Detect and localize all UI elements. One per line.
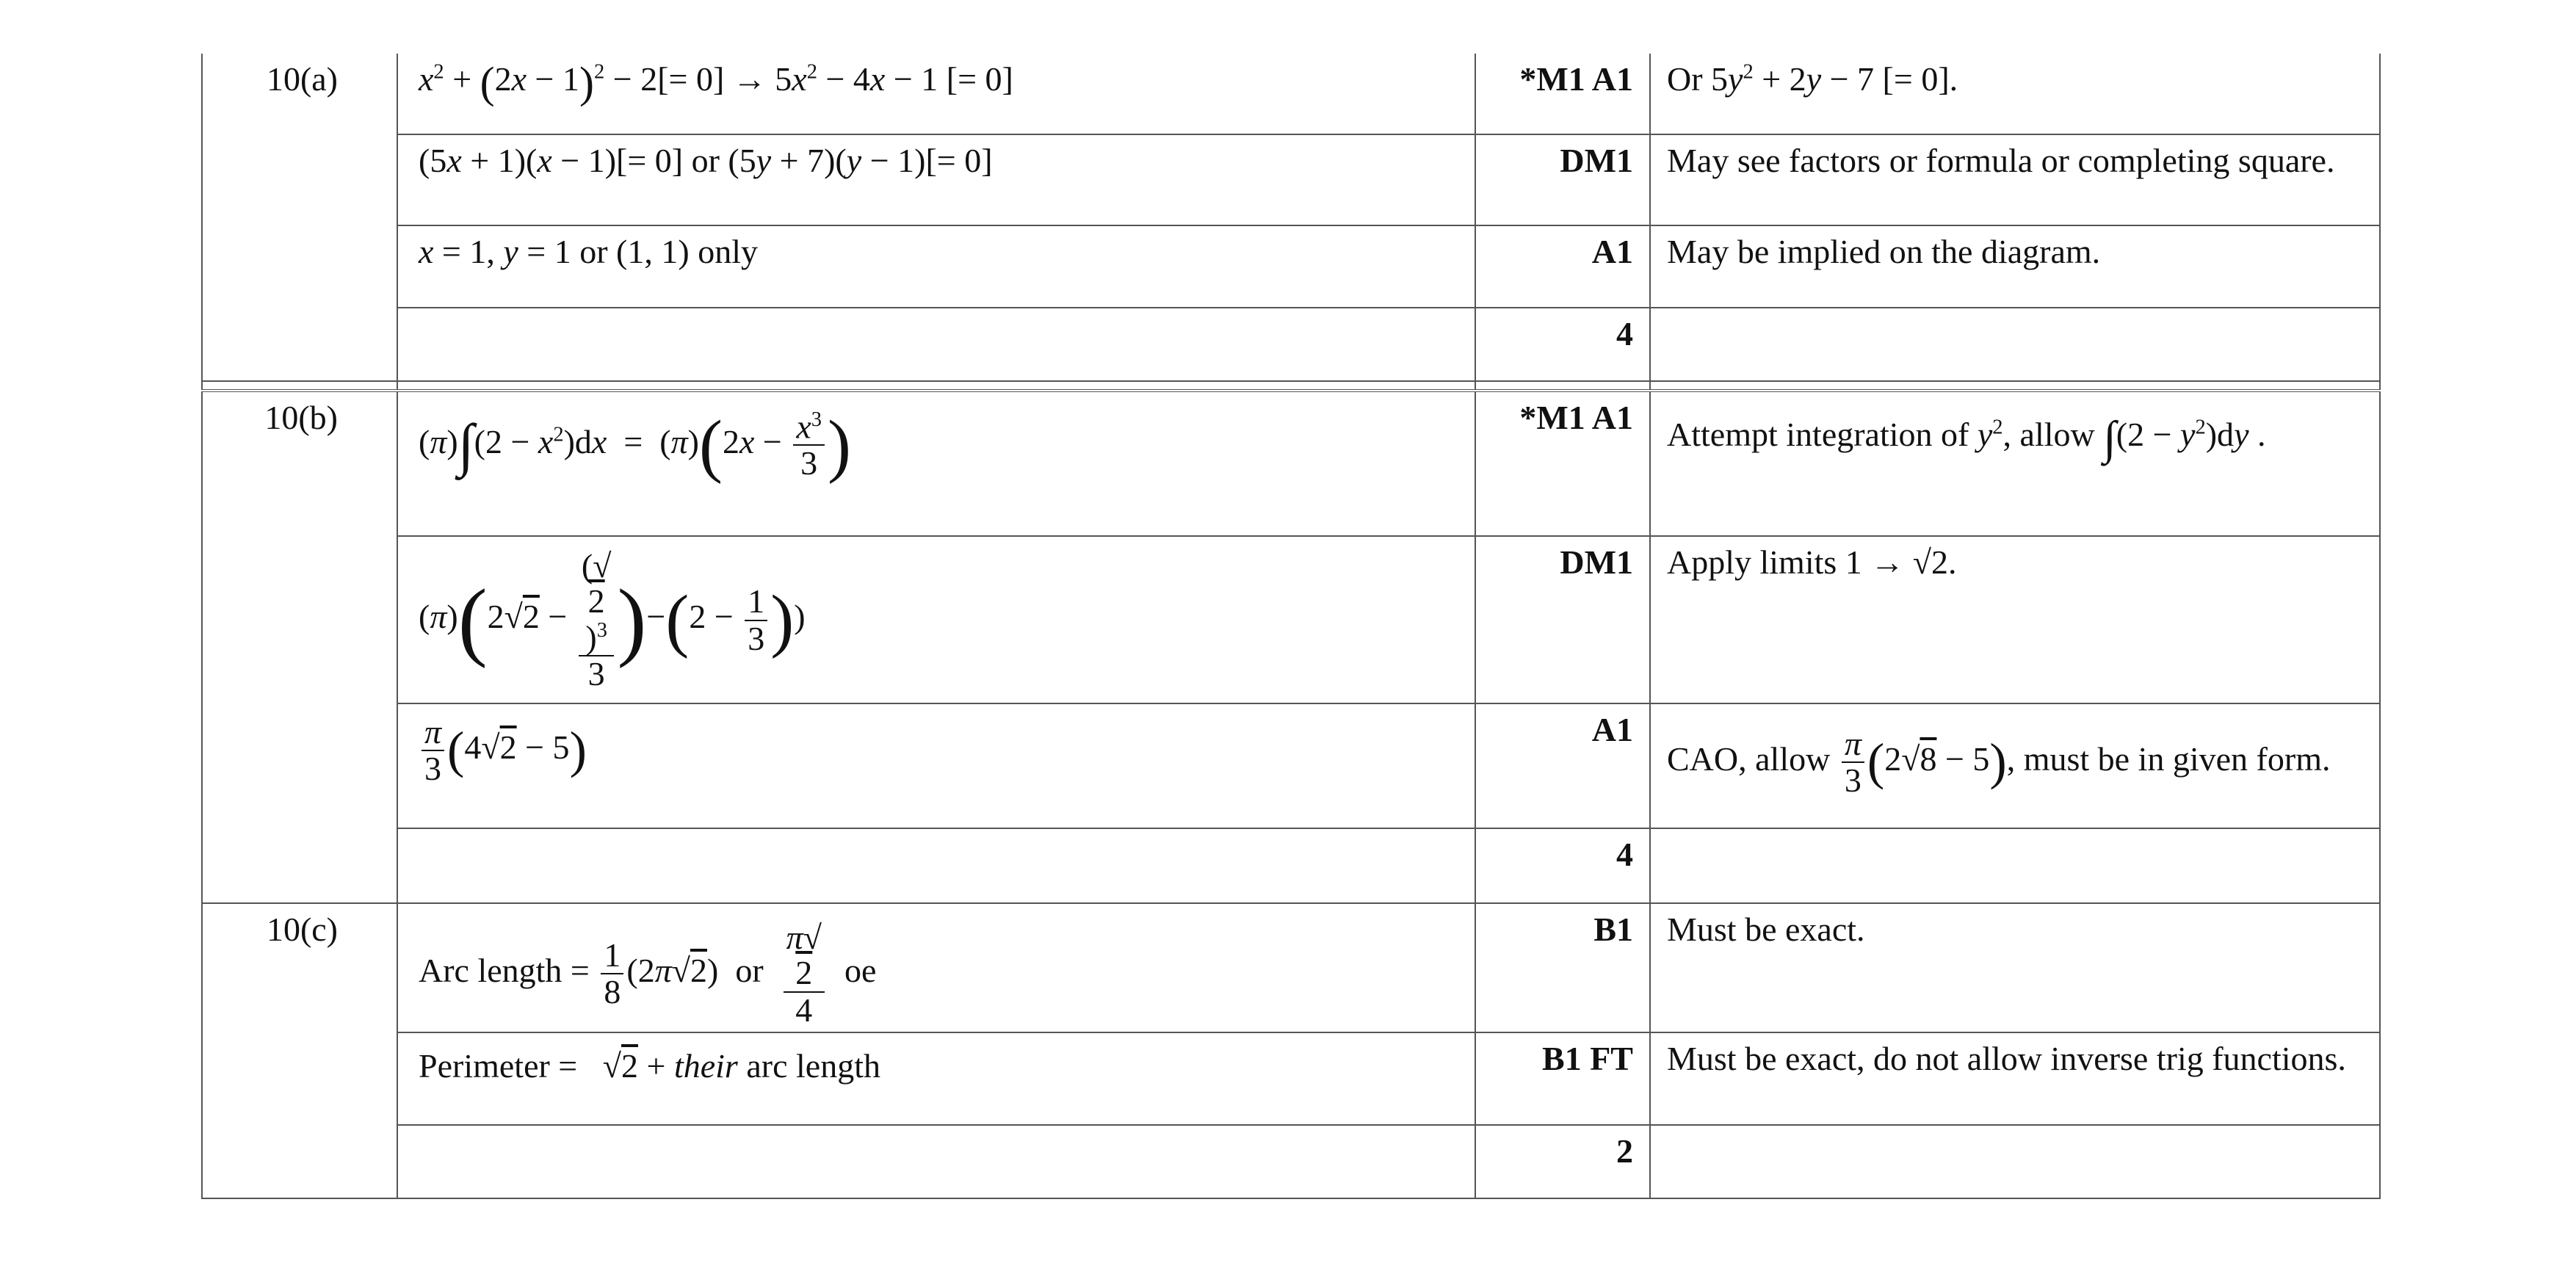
answer-math: $(\pi)\int(2 - x^2)dx = (\pi)(2x$ − $\frac{x^3}{3}$ ) (419, 405, 851, 484)
answer-math: $\frac{\pi}{3}$ (4√2 − 5) (419, 728, 587, 766)
guidance-cell (1650, 703, 2380, 828)
answer-cell (397, 1125, 1475, 1198)
answer-math: Perimeter = √2 + their arc length (419, 1047, 880, 1085)
table-row (202, 308, 2380, 381)
answer-cell (397, 391, 1475, 536)
guidance-cell: Must be exact. (1650, 903, 2380, 1032)
answer-cell (397, 134, 1475, 225)
guidance-cell: Apply limits 1 → √2. (1650, 536, 2380, 703)
marks-cell: B1 FT (1475, 1032, 1650, 1125)
table-row (202, 54, 2380, 134)
marks-total: 4 (1475, 828, 1650, 903)
answer-cell (397, 536, 1475, 703)
answer-cell (397, 1032, 1475, 1125)
table-row (202, 536, 2380, 703)
answer-cell (397, 225, 1475, 308)
guidance-cell: May be implied on the diagram. (1650, 225, 2380, 308)
guidance-cell (1650, 828, 2380, 903)
question-number: 10(a) (266, 60, 338, 98)
question-number: 10(c) (266, 911, 338, 948)
guidance-math: Attempt integration of $y^2$, allow $\int(2 - y^2)dy$ . (1667, 411, 2266, 463)
table-row (202, 1032, 2380, 1125)
marks-cell: *M1 A1 (1475, 391, 1650, 536)
answer-math: (π)(2√2 − (√ 2 )$^3$ 3 )−(2 − $\frac{1}{3}$ )) (419, 547, 806, 693)
answer-cell (397, 828, 1475, 903)
answer-math: (5x + 1)(x − 1)[= 0] or (5y + 7)(y − 1)[= 0] (419, 142, 993, 179)
table-row (202, 391, 2380, 536)
answer-cell (397, 703, 1475, 828)
marks-total: 4 (1475, 308, 1650, 381)
question-number-cell (202, 903, 397, 1198)
question-number-cell (202, 54, 397, 381)
marks-cell: A1 (1475, 225, 1650, 308)
marks-cell: *M1 A1 (1475, 54, 1650, 134)
guidance-cell (1650, 1125, 2380, 1198)
table-row (202, 703, 2380, 828)
marks-cell: A1 (1475, 703, 1650, 828)
guidance-cell (1650, 54, 2380, 134)
guidance-math: CAO, allow $\frac{\pi}{3}$ (2√8 − 5), must be in given form. (1667, 725, 2331, 800)
guidance-cell (1650, 308, 2380, 381)
table-row (202, 903, 2380, 1032)
answer-cell (397, 903, 1475, 1032)
answer-cell (397, 308, 1475, 381)
mark-scheme-table (201, 54, 2381, 1199)
marks-cell: B1 (1475, 903, 1650, 1032)
guidance-cell: Must be exact, do not allow inverse trig functions. (1650, 1032, 2380, 1125)
table-row (202, 828, 2380, 903)
question-number-cell (202, 391, 397, 903)
answer-math: x = 1, y = 1 or (1, 1) only (419, 233, 758, 270)
table-row (202, 225, 2380, 308)
guidance-cell: May see factors or formula or completing square. (1650, 134, 2380, 225)
marks-total: 2 (1475, 1125, 1650, 1198)
marks-cell: DM1 (1475, 536, 1650, 703)
guidance-cell (1650, 391, 2380, 536)
answer-math: Arc length = $\frac{1}{8}$ (2π√2) or π√ 2 4 oe (419, 919, 877, 1029)
guidance-math: Or $5y^2 + 2y - 7$ [= 0]. (1667, 60, 1958, 98)
answer-cell (397, 54, 1475, 134)
table-row (202, 1125, 2380, 1198)
marks-cell: DM1 (1475, 134, 1650, 225)
answer-math: $x^2 + (2x - 1)^2 - 2[= 0] \to 5x^2 - 4x - 1$ [= 0] (419, 58, 1013, 107)
question-number: 10(b) (264, 399, 338, 436)
section-separator (202, 381, 2380, 391)
table-row (202, 134, 2380, 225)
